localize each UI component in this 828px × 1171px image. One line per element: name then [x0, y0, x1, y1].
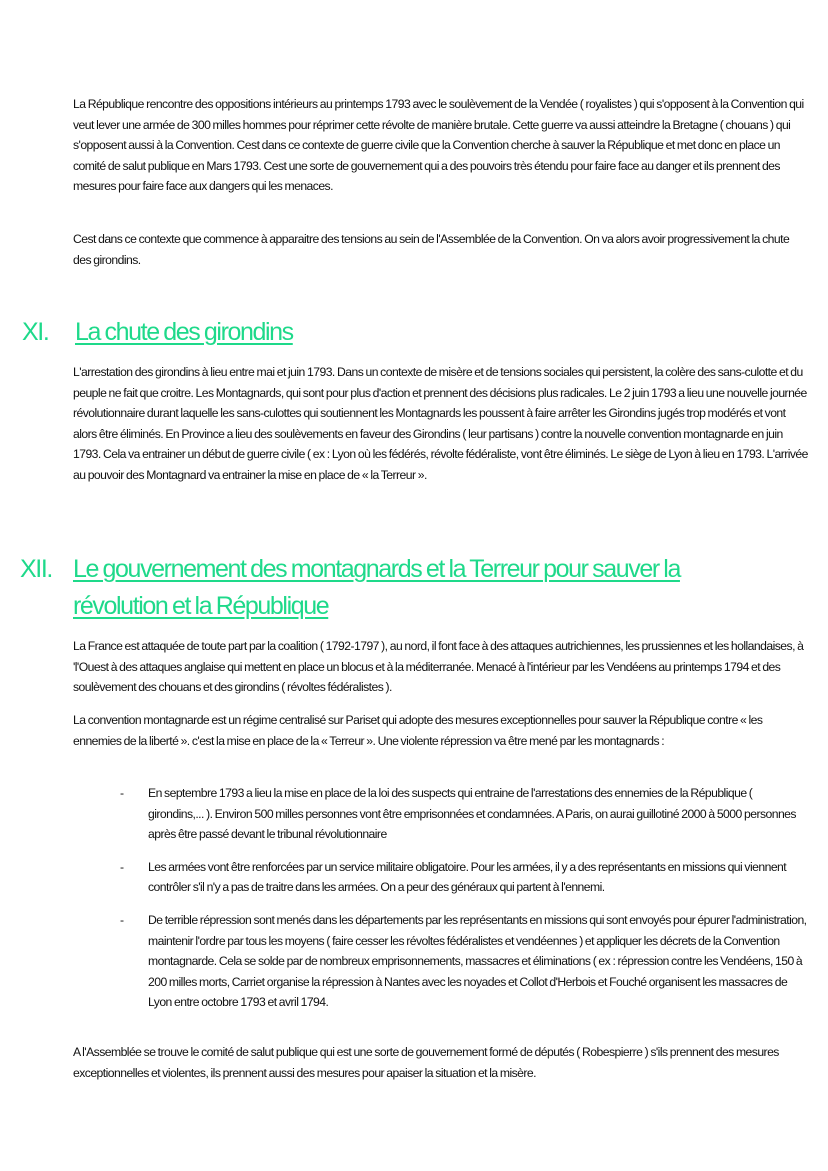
intro-paragraph-1: La République rencontre des oppositions intérieurs au printemps 1793 avec le soulèvement de la Vendée ( royalistes ) qui s'opposent à la Convention qui veut lever une armée de 300 milles hommes pour réprimer cette révolte de manière brutale. Cette guerre va aussi atteindre la Bretagne ( chouans ) qui s'opposent aussi à la Convention. Cest dans ce contexte de guerre civile que la Convention cherche à sauver la République et met donc en place un comité de salut publique en Mars 1793. Cest une sorte de gouvernement qui a des pouvoirs très étendu pour faire face au danger et ils prennent des mesures pour faire face aux dangers qui les menaces.	[73, 97, 804, 194]
section-title: La chute des girondins	[75, 318, 293, 346]
section-xii-paragraph-1: La France est attaquée de toute part par la coalition ( 1792-1797 ), au nord, il font face à des attaques autrichiennes, les prussiennes et les hollandaises, à 'l'Ouest à des attaques anglaise qui mettent en place un blocus et à la méditerranée. Menacé à l'intérieur par les Vendéens au printemps 1794 et des soulèvement des chouans et des girondins ( révoltes fédéralistes ).	[73, 639, 804, 695]
list-item	[120, 910, 810, 1013]
section-number: XII.	[20, 555, 52, 583]
section-title: Le gouvernement des montagnards et la Terreur pour sauver la révolution et la République	[73, 555, 680, 620]
dash-bullet-icon: -	[120, 859, 124, 874]
dash-bullet-icon: -	[120, 912, 124, 927]
list-item-text: De terrible répression sont menés dans les départements par les représentants en missions qui sont envoyés pour épurer l'administration, maintenir l'ordre par tous les moyens ( faire cesser les révoltes fédéralistes et vendéennes ) et appliquer les décrets de la Convention montagnarde. Cela se solde par de nombreux emprisonnements, massacres et éliminations ( ex : répression contre les Vendéens, 150 à 200 milles morts, Carriet organise la répression à Nantes avec les noyades et Collot d'Herbois et Fouché organisent les massacres de Lyon entre octobre 1793 et avril 1794.	[148, 912, 807, 1010]
list-item	[120, 857, 810, 898]
section-heading-xi	[22, 314, 812, 351]
section-number: XI.	[22, 318, 49, 346]
section-xii-closing-paragraph: A l'Assemblée se trouve le comité de salut publique qui est une sorte de gouvernement formé de députés ( Robespierre ) s'ils prennent des mesures exceptionnelles et violentes, ils prennent aussi des mesures pour apaiser la situation et la misère.	[73, 1045, 779, 1080]
list-item-text: En septembre 1793 a lieu la mise en place de la loi des suspects qui entraine de l'arrestations des ennemies de la République ( girondins,... ). Environ 500 milles personnes vont être emprisonnées et condamnées. A Paris, on aurai guillotiné 2000 à 5000 personnes après être passé devant le tribunal révolutionnaire	[148, 786, 796, 842]
list-item	[120, 783, 810, 845]
section-xi-paragraph-1: L'arrestation des girondins à lieu entre mai et juin 1793. Dans un contexte de misère et de tensions sociales qui persistent, la colère des sans-culotte et du peuple ne fait que croitre. Les Montagnards, qui sont pour plus d'action et prennent des décisions plus radicales. Le 2 juin 1793 a lieu une nouvelle journée révolutionnaire durant laquelle les sans-culottes qui soutiennent les Montagnards les poussent à faire arrêter les Girondins jugés trop modérés et vont alors être éliminés. En Province a lieu des soulèvements en faveur des Girondins ( leur partisans ) contre la nouvelle convention montagnarde en juin 1793. Cela va entrainer un début de guerre civile ( ex : Lyon où les fédérés, révolte fédéraliste, vont être éliminés. Le siège de Lyon à lieu en 1793. L'arrivée au pouvoir des Montagnard va entrainer la mise en place de « la Terreur ».	[73, 365, 808, 482]
list-item-text: Les armées vont être renforcées par un service militaire obligatoire. Pour les armées, il y a des représentants en missions qui viennent contrôler s'il n'y a pas de traitre dans les armées. On a peur des généraux qui partent à l'ennemi.	[148, 859, 787, 895]
section-xii-paragraph-2: La convention montagnarde est un régime centralisé sur Pariset qui adopte des mesures exceptionnelles pour sauver la République contre « les ennemies de la liberté ». c'est la mise en place de la « Terreur ». Une violente répression va être mené par les montagnards :	[73, 713, 763, 748]
dash-bullet-icon: -	[120, 786, 124, 800]
repression-list	[120, 783, 810, 1025]
intro-paragraph-2: Cest dans ce contexte que commence à apparaitre des tensions au sein de l'Assemblée de la Convention. On va alors avoir progressivement la chute des girondins.	[73, 232, 790, 267]
section-heading-xii	[20, 551, 810, 625]
